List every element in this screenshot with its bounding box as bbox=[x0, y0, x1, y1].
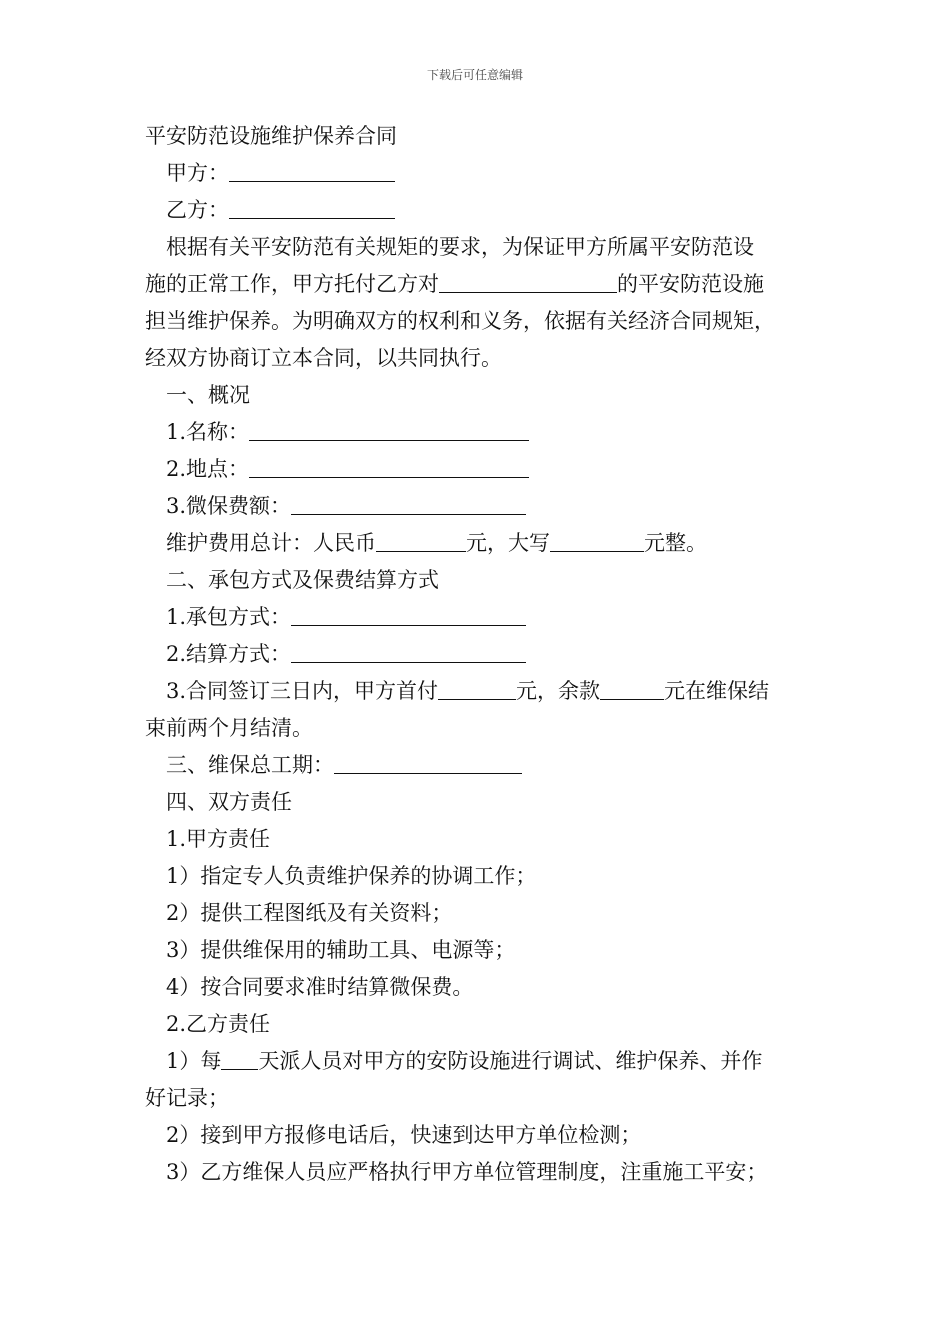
first-payment-blank[interactable] bbox=[438, 677, 516, 700]
fee-line bbox=[145, 488, 815, 525]
section-3-heading: 三、维保总工期： bbox=[166, 753, 334, 777]
total-label: 维护费用总计：人民币 bbox=[166, 531, 376, 555]
party-b-blank[interactable] bbox=[229, 196, 395, 219]
contract-body bbox=[145, 118, 815, 1191]
payment-label: 3.合同签订三日内，甲方首付 bbox=[166, 679, 439, 703]
party-a-duty-4: 4）按合同要求准时结算微保费。 bbox=[166, 975, 474, 999]
party-a-duty-1: 1）指定专人负责维护保养的协调工作； bbox=[166, 864, 537, 888]
days-blank[interactable] bbox=[221, 1047, 258, 1070]
total-number-blank[interactable] bbox=[376, 529, 466, 552]
section-4-heading: 四、双方责任 bbox=[166, 790, 292, 814]
intro-line-2 bbox=[145, 266, 815, 303]
party-a-label: 甲方： bbox=[166, 161, 229, 185]
contract-mode-label: 1.承包方式： bbox=[166, 605, 292, 629]
section-2-heading: 二、承包方式及保费结算方式 bbox=[166, 568, 439, 592]
total-uppercase-blank[interactable] bbox=[550, 529, 644, 552]
document-title: 平安防范设施维护保养合同 bbox=[145, 124, 397, 148]
name-line bbox=[145, 414, 815, 451]
party-b-duty-title: 2.乙方责任 bbox=[166, 1012, 271, 1036]
party-b-duty-3: 3）乙方维保人员应严格执行甲方单位管理制度，注重施工平安； bbox=[166, 1160, 768, 1184]
intro-line-1: 根据有关平安防范有关规矩的要求，为保证甲方所属平安防范设 bbox=[166, 235, 754, 259]
contract-mode-blank[interactable] bbox=[291, 603, 526, 626]
total-line bbox=[145, 525, 815, 562]
settle-mode-label: 2.结算方式： bbox=[166, 642, 292, 666]
party-a-line bbox=[145, 155, 815, 192]
name-blank[interactable] bbox=[249, 418, 529, 441]
location-line bbox=[145, 451, 815, 488]
intro-text-2b: 的平安防范设施 bbox=[617, 272, 764, 296]
party-a-duty-3: 3）提供维保用的辅助工具、电源等； bbox=[166, 938, 516, 962]
party-b-duty-1-cont: 好记录； bbox=[145, 1086, 229, 1110]
location-blank[interactable] bbox=[249, 455, 529, 478]
settle-mode-blank[interactable] bbox=[291, 640, 526, 663]
payment-tail: 元在维保结 bbox=[664, 679, 770, 703]
facility-blank[interactable] bbox=[439, 270, 617, 293]
intro-line-3: 担当维护保养。为明确双方的权利和义务，依据有关经济合同规矩， bbox=[145, 309, 775, 333]
payment-line bbox=[145, 673, 815, 710]
fee-label: 3.微保费额： bbox=[166, 494, 292, 518]
fee-blank[interactable] bbox=[291, 492, 526, 515]
total-end: 元整。 bbox=[644, 531, 707, 555]
party-b-duty-2: 2）接到甲方报修电话后，快速到达甲方单位检测； bbox=[166, 1123, 642, 1147]
settle-mode-line bbox=[145, 636, 815, 673]
party-b-line bbox=[145, 192, 815, 229]
party-b-duty-1-a: 1）每 bbox=[166, 1049, 222, 1073]
intro-line-4: 经双方协商订立本合同，以共同执行。 bbox=[145, 346, 502, 370]
page-header-note: 下载后可任意编辑 bbox=[426, 68, 523, 82]
party-b-duty-1-b: 天派人员对甲方的安防设施进行调试、维护保养、并作 bbox=[258, 1049, 763, 1073]
party-b-duty-1 bbox=[145, 1043, 815, 1080]
location-label: 2.地点： bbox=[166, 457, 250, 481]
intro-text-2a: 施的正常工作，甲方托付乙方对 bbox=[145, 272, 439, 296]
total-uppercase-label: 元，大写 bbox=[466, 531, 550, 555]
section-1-heading: 一、概况 bbox=[166, 383, 250, 407]
balance-label: 元，余款 bbox=[516, 679, 601, 703]
party-a-blank[interactable] bbox=[229, 159, 395, 182]
party-b-label: 乙方： bbox=[166, 198, 229, 222]
balance-blank[interactable] bbox=[600, 677, 664, 700]
section-3-line bbox=[145, 747, 815, 784]
payment-line-2: 束前两个月结清。 bbox=[145, 716, 313, 740]
contract-mode-line bbox=[145, 599, 815, 636]
name-label: 1.名称： bbox=[166, 420, 250, 444]
party-a-duty-title: 1.甲方责任 bbox=[166, 827, 271, 851]
party-a-duty-2: 2）提供工程图纸及有关资料； bbox=[166, 901, 453, 925]
duration-blank[interactable] bbox=[334, 751, 522, 774]
